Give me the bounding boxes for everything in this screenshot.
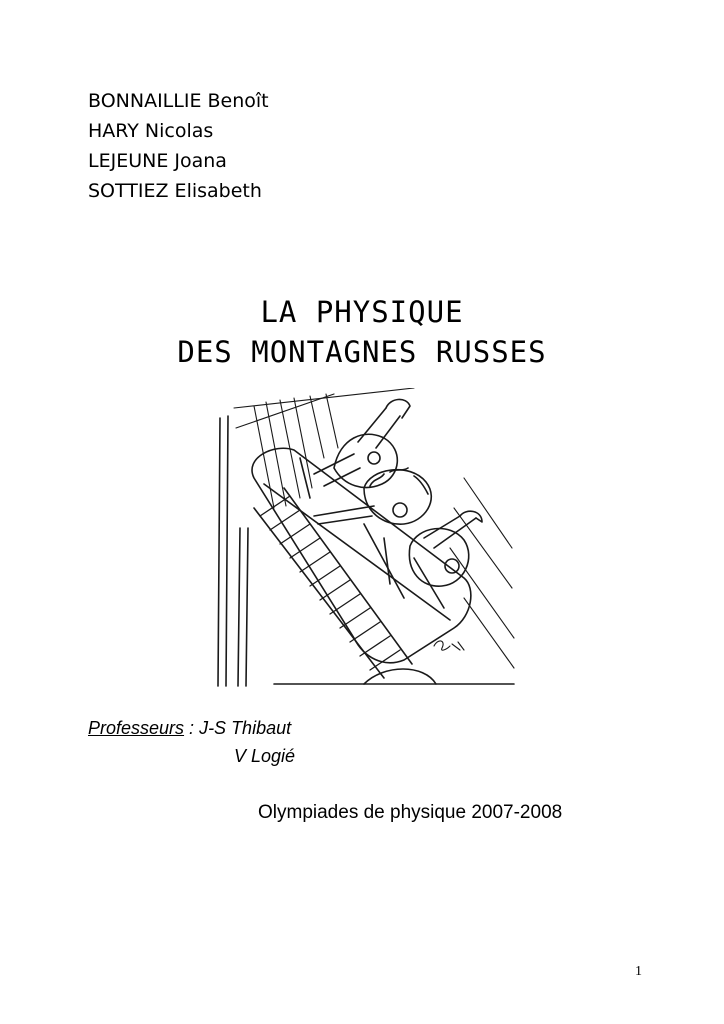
professors-separator: : <box>184 718 200 738</box>
author-name: BONNAILLIE Benoît <box>88 90 269 112</box>
professors-line <box>88 714 291 742</box>
title-line-2: DES MONTAGNES RUSSES <box>177 335 547 369</box>
professor-name-1: J-S Thibaut <box>199 718 292 738</box>
authors-list <box>88 86 269 206</box>
author-name: SOTTIEZ Elisabeth <box>88 180 262 202</box>
author-name: LEJEUNE Joana <box>88 150 227 172</box>
title-line-1: LA PHYSIQUE <box>260 295 464 329</box>
document-title <box>0 292 724 372</box>
professors-label: Professeurs <box>88 718 185 738</box>
event-title: Olympiades de physique 2007-2008 <box>258 802 563 823</box>
page-number: 1 <box>635 964 642 979</box>
author-name: HARY Nicolas <box>88 120 214 142</box>
roller-coaster-drawing-icon <box>214 388 516 688</box>
professor-name-2: V Logié <box>234 746 296 766</box>
